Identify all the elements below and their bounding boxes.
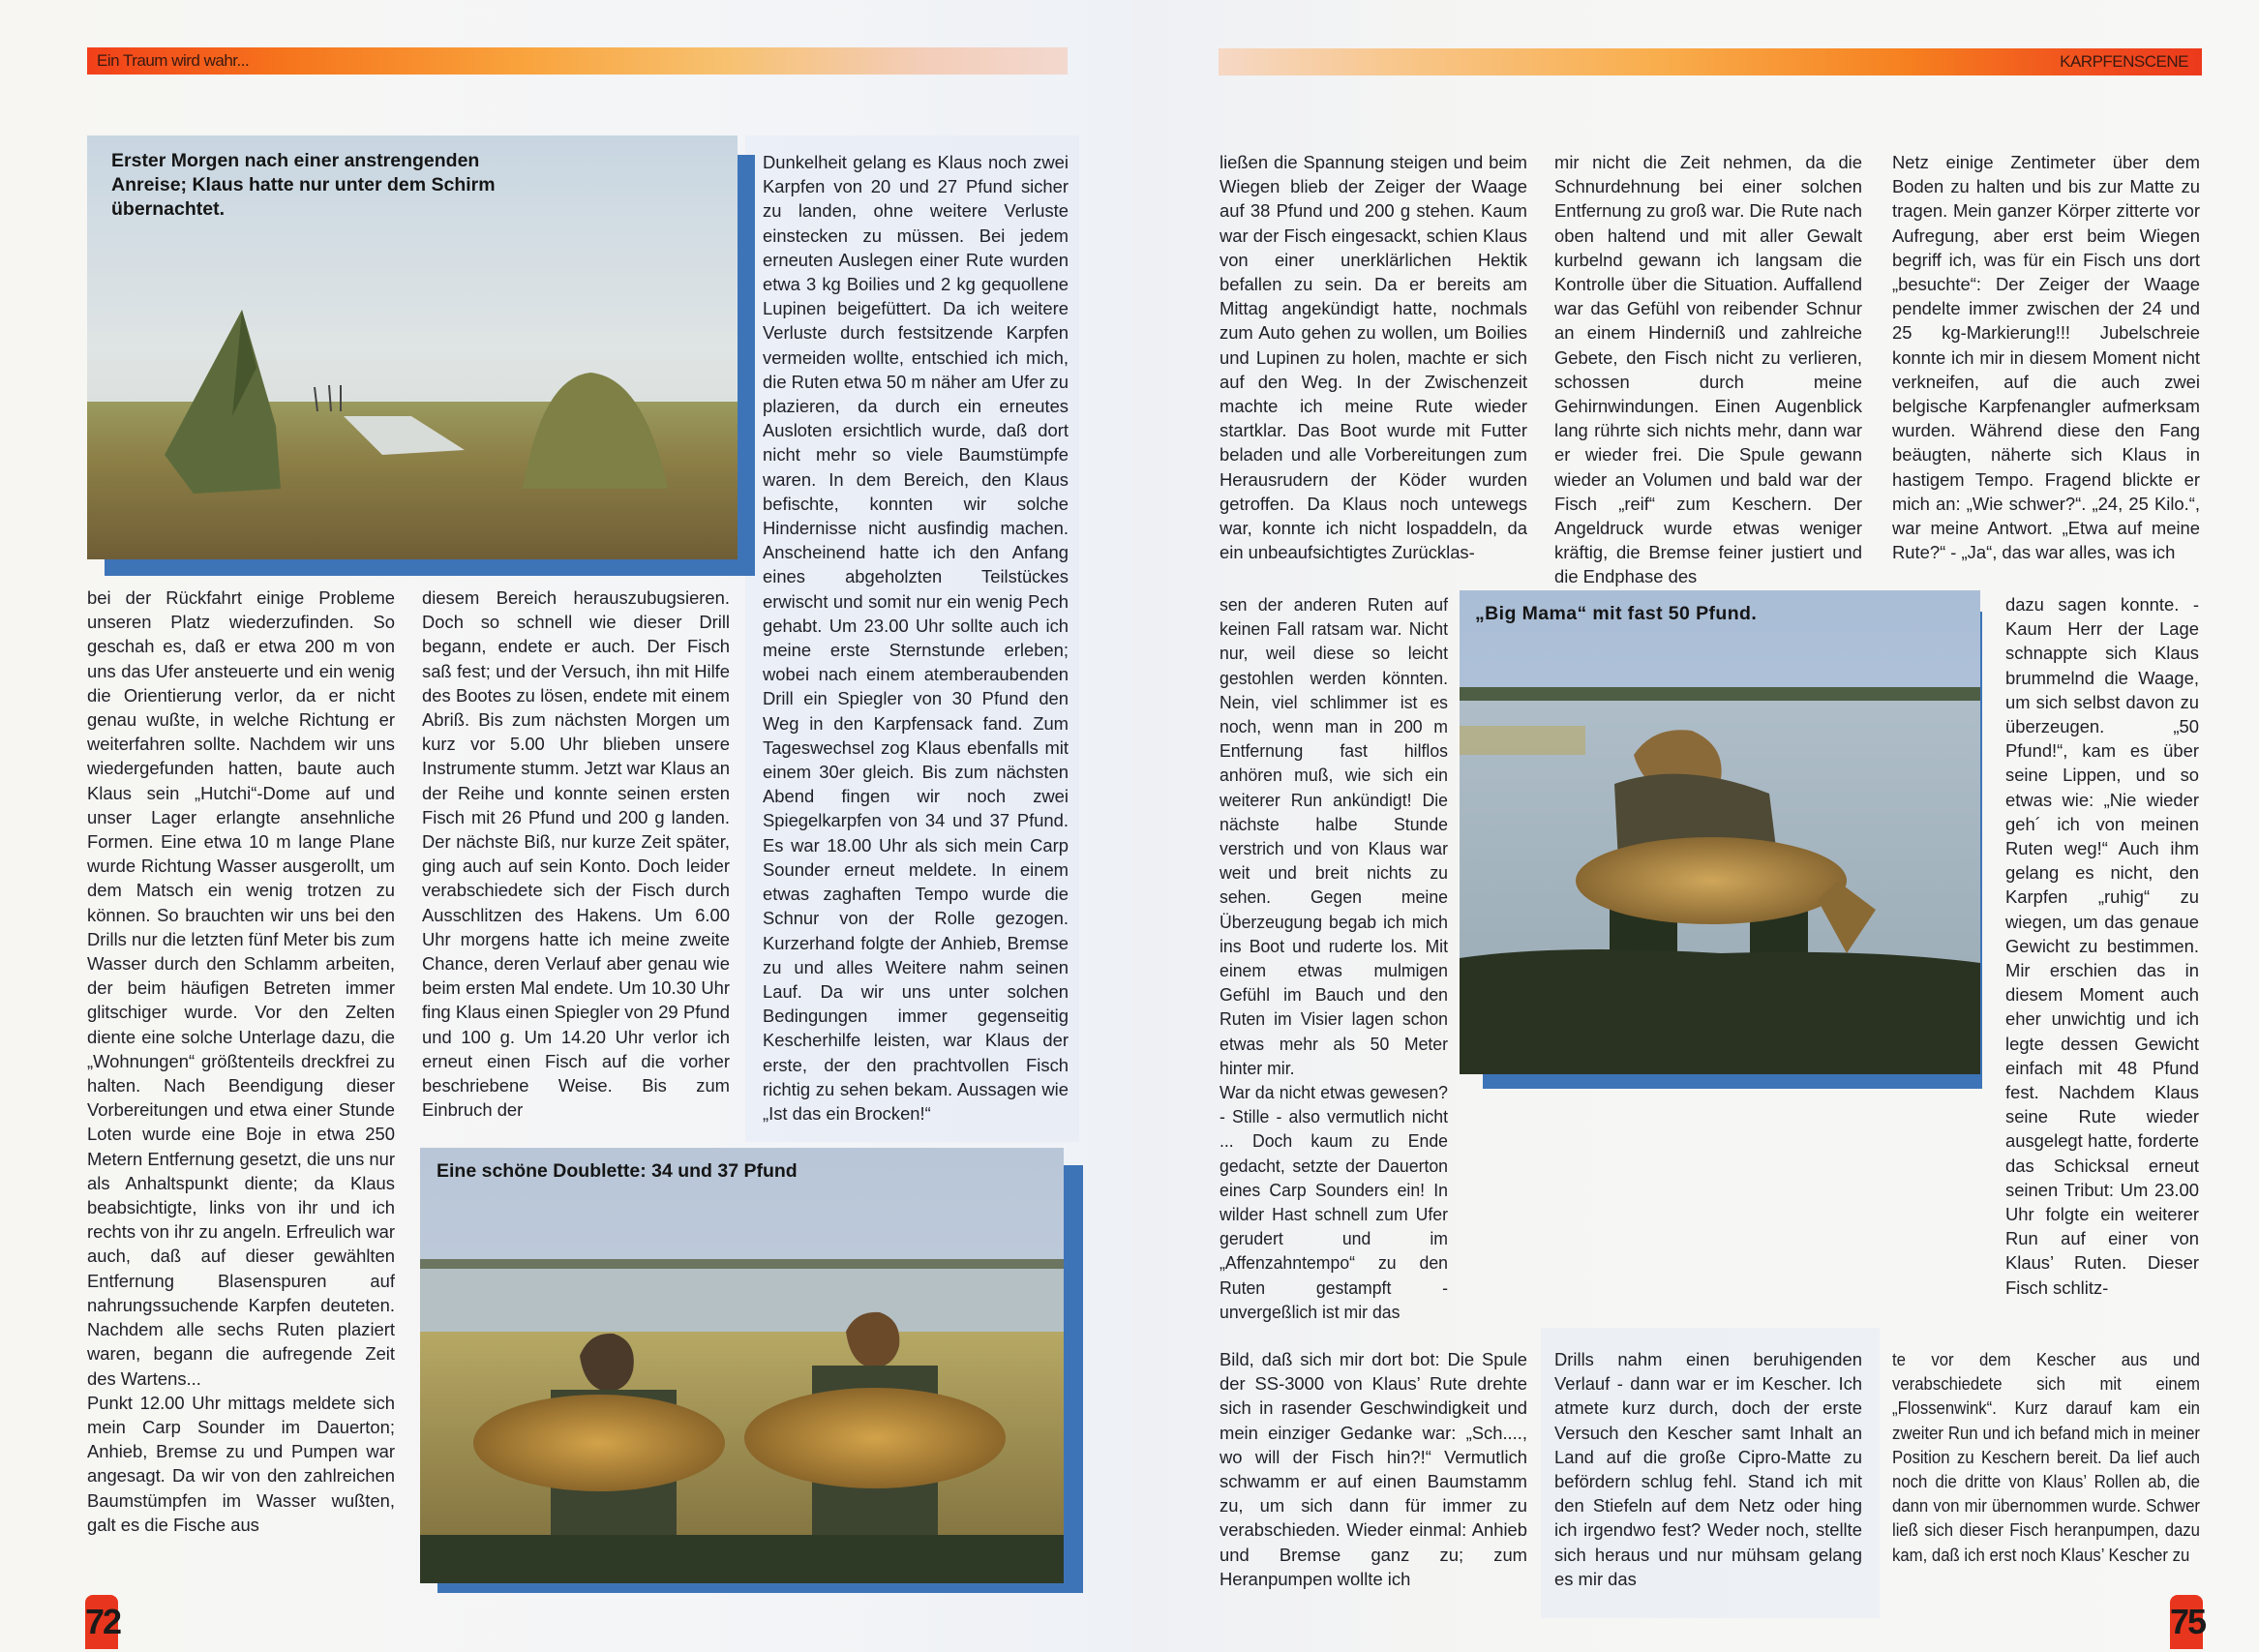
article-column: [1892, 150, 2200, 589]
paragraph: Drills nahm einen beruhigenden Verlauf - dann war er im Kescher. Ich atmete kurz durch, doch der erste Versuch den Kescher samt Inhalt an Land auf die große Cipro-Matte zu befördern schlug fehl. Stand ich mit den Stiefeln auf dem Netz oder hing ich irgendwo fest? Weder noch, stellte sich heraus und nur mühsam gelang es mir das: [1554, 1349, 1862, 1589]
paragraph: Bild, daß sich mir dort bot: Die Spule der SS-3000 von Klaus’ Rute drehte sich in rasender Geschwindigkeit und mein einziger Gedanke war: „Sch...., wo will der Fisch hin?!“ Vermutlich schwamm er auf einen Baumstamm zu, um sich dann für immer zu verabschieden. Wieder einmal: Anhieb und Bremse ganz zu; zum Heranpumpen wollte ich: [1220, 1349, 1527, 1589]
photo-big-mama-image: [1460, 590, 1980, 1074]
page-number-left: 72: [85, 1595, 118, 1649]
paragraph: diesem Bereich herauszubugsieren. Doch so schnell wie dieser Drill begann, endete er auch. Der Fisch saß fest; und der Versuch, ihn mit Hilfe des Bootes zu lösen, endete mit einem Abriß. Bis zum nächsten Morgen um kurz vor 5.00 Uhr blieben unsere Instrumente stumm. Jetzt war Klaus an der Reihe und konnte seinen ersten Fisch mit 26 Pfund und 200 g landen. Der nächste Biß, nur kurze Zeit später, ging auch auf sein Konto. Doch leider verabschiedete sich der Fisch durch Ausschlitzen des Hakens. Um 6.00 Uhr morgens hatte ich meine zweite Chance, deren Verlauf aber genau wie beim ersten Mal endete. Um 10.30 Uhr fing Klaus einen Spiegler von 29 Pfund und 100 g. Um 14.20 Uhr verlor ich erneut einen Fisch auf die vorher beschriebene Weise. Bis zum Einbruch der: [422, 587, 730, 1121]
paragraph: sen der anderen Ruten auf keinen Fall ratsam war. Nicht nur, weil diese so leicht gestohlen werden könnten. Nein, viel schlimmer ist es noch, wenn man in 200 m Entfernung fast hilflos anhören muß, wie sich ein weiterer Run ankündigt! Die nächste halbe Stunde verstrich und von Klaus war weit und breit nichts zu sehen. Gegen meine Überzeugung begab ich mich ins Boot und ruderte los. Mit einem etwas mulmigen Gefühl im Bauch und den Ruten im Visier lagen schon etwas mehr als 50 Meter hinter mir.: [1220, 594, 1448, 1078]
photo-caption: „Big Mama“ mit fast 50 Pfund.: [1475, 603, 1758, 624]
paragraph: mir nicht die Zeit nehmen, da die Schnurdehnung bei einer solchen Entfernung zu groß war. Die Rute nach oben haltend und mit aller Gewalt kurbelnd gewann ich langsam die Kontrolle über die Situation. Auffallend war das Gefühl von reibender Schnur an einem Hinderniß und zahlreiche Gebete, den Fisch nicht zu verlieren, schossen durch meine Gehirnwindungen. Einen Augenblick lang rührte sich nichts mehr, dann war er wieder frei. Die Spule gewann wieder an Volumen und bald war der Fisch „reif“ zum Keschern. Der Angeldruck wurde etwas weniger kräftig, die Bremse feiner justiert und die Endphase des: [1554, 152, 1862, 587]
paragraph: dazu sagen konnte. - Kaum Herr der Lage schnappte sich Klaus brummelnd die Waage, um sich selbst davon zu überzeugen. „50 Pfund!“, kam es über seine Lippen, und so etwas wie: „Nie wieder geh´ ich von meinen Ruten weg!“ Auch ihm gelang es nicht, den Karpfen „ruhig“ zu wiegen, um das genaue Gewicht zu bestimmen. Mir erschien das in diesem Moment auch eher unwichtig und ich legte dessen Gewicht einfach mit 48 Pfund fest. Nachdem Klaus seine Rute wieder ausgelegt hatte, forderte das Schicksal erneut seinen Tribut: Um 23.00 Uhr folgte ein weiterer Run auf einer von Klaus’ Ruten. Dieser Fisch schlitz-: [2005, 594, 2199, 1298]
article-column-narrow: [2005, 592, 2199, 1326]
running-header-right: [1219, 48, 2202, 75]
header-right-title: KARPFENSCENE: [2060, 52, 2188, 71]
article-column: [1554, 1347, 1862, 1591]
photo-caption: Eine schöne Doublette: 34 und 37 Pfund: [437, 1160, 798, 1182]
photo-doublette: [420, 1148, 1083, 1593]
paragraph: Punkt 12.00 Uhr mittags meldete sich mein Carp Sounder im Dauerton; Anhieb, Bremse zu und Pumpen war angesagt. Da wir von den zahlreichen Baumstümpfen im Wasser wußten, galt es die Fische aus: [87, 1392, 395, 1535]
article-column: [1892, 1347, 2200, 1566]
anglers-with-carp-illustration: [420, 1148, 1064, 1583]
article-column: [422, 586, 730, 1124]
article-column-narrow: [1220, 592, 1448, 1326]
article-column: [1220, 1347, 1527, 1616]
article-column: [1554, 150, 1862, 589]
photo-doublette-image: [420, 1148, 1064, 1583]
article-column: [1220, 150, 1527, 589]
paragraph: te vor dem Kescher aus und verabschiedete sich mit einem „Flossenwink“. Kurz darauf kam ein zweiter Run und ich befand mich in meiner Position zu Keschern bereit. Da lief auch noch die dritte von Klaus’ Rollen ab, die dann von mir übernommen wurde. Schwer ließ sich dieser Fisch heranpumpen, dazu kam, daß ich erst noch Klaus’ Kescher zu: [1892, 1349, 2200, 1565]
article-column: [87, 586, 395, 1563]
running-header-left: [87, 47, 1068, 75]
photo-big-mama: [1460, 590, 1982, 1089]
header-left-title: Ein Traum wird wahr...: [97, 51, 250, 70]
photo-caption: Erster Morgen nach einer anstrengenden Anreise; Klaus hatte nur unter dem Schirm übernachtet.: [111, 150, 496, 220]
paragraph: Dunkelheit gelang es Klaus noch zwei Karpfen von 20 und 27 Pfund sicher zu landen, ohne weitere Verluste einstecken zu müssen. Bei jedem erneuten Auslegen einer Rute wurden etwa 3 kg Boilies und 2 kg gequollene Lupinen beigefüttert. Da ich weitere Verluste durch festsitzende Karpfen vermeiden wollte, entschied ich mich, die Ruten etwa 50 m näher am Ufer zu plazieren, da durch ein erneutes Ausloten ersichtlich wurde, daß dort nicht mehr so viele Baumstümpfe waren. In dem Bereich, den Klaus befischte, konnten wir solche Hindernisse nicht ausfindig machen. Anscheinend hatte ich den Anfang eines abgeholzten Teilstückes erwischt und somit nur ein wenig Pech gehabt. Um 23.00 Uhr sollte auch ich meine erste Sternstunde erleben; wobei nach einem atemberaubenden Drill ein Spiegler von 30 Pfund den Weg in den Karpfensack fand. Zum Tageswechsel zog Klaus ebenfalls mit einem 30er gleich. Bis zum nächsten Abend fingen wir noch zwei Spiegelkarpfen von 34 und 37 Pfund. Es war 18.00 Uhr als sich mein Carp Sounder erneut meldete. In einem etwas zaghaften Tempo wurde die Schnur von der Rolle gezogen. Kurzerhand folgte der Anhieb, Bremse zu und alles Weitere nahm seinen Lauf. Da wir uns unter solchen Bedingungen immer gegenseitig Kescherhilfe leisten, war Klaus der erste, der den prachtvollen Fisch richtig zu sehen bekam. Aussagen wie „Ist das ein Brocken!“: [763, 152, 1069, 1124]
page-number-right: 75: [2170, 1595, 2203, 1649]
article-column: [763, 150, 1069, 1127]
paragraph: War da nicht etwas gewesen? - Stille - also vermutlich nicht ... Doch kaum zu Ende gedacht, setzte der Dauerton eines Carp Sounders ein! In wilder Hast schnell zum Ufer gerudert und im „Affenzahntempo“ zu den Ruten gestampft - unvergeßlich ist mir das: [1220, 1082, 1448, 1322]
paragraph: ließen die Spannung steigen und beim Wiegen blieb der Zeiger der Waage auf 38 Pfund und 200 g stehen. Kaum war der Fisch eingesackt, schien Klaus von einer unerklärlichen Hektik befallen zu sein. Da er bereits am Mittag angekündigt hatte, nochmals zum Auto gehen zu wollen, um Boilies und Lupinen zu holen, machte er sich auf den Weg. In der Zwischenzeit machte ich meine Rute wieder startklar. Das Boot wurde mit Futter beladen und alle Vorbereitungen zum Herausrudern der Köder wurden getroffen. Da Klaus noch untewegs war, konnte ich nicht lospaddeln, da ein unbeaufsichtigtes Zurücklas-: [1220, 152, 1527, 563]
photo-camp: [87, 135, 755, 576]
paragraph: Netz einige Zentimeter über dem Boden zu halten und bis zur Matte zu tragen. Mein ganzer Körper zitterte vor Aufregung, aber erst beim Wiegen begriff ich, was für ein Fisch uns dort „besuchte“: Der Zeiger der Waage pendelte immer zwischen der 24 und 25 kg-Markierung!!! Jubelschreie konnte ich mir in diesem Moment nicht verkneifen, auf die auch zwei belgische Karpfenangler aufmerksam wurden. Während diese den Fang beäugten, näherte sich Klaus in hastigem Tempo. Fragend blickte er mich an: „Wie schwer?“. „24, 25 Kilo.“, war meine Antwort. „Etwa auf meine Rute?“ - „Ja“, das war alles, was ich: [1892, 152, 2200, 563]
paragraph: bei der Rückfahrt einige Probleme unseren Platz wiederzufinden. So geschah es, daß er etwa 200 m von uns das Ufer ansteuerte und ein wenig die Orientierung verlor, da er nicht genau wußte, in welche Richtung er weiterfahren sollte. Nachdem wir uns wiedergefunden hatten, baute auch Klaus sein „Hutchi“-Dome auf und unser Lager erlangte ansehnliche Formen. Eine etwa 10 m lange Plane wurde Richtung Wasser ausgerollt, um dem Matsch ein wenig trotzen zu können. So brauchten wir uns bei den Drills nur die letzten fünf Meter bis zum Wasser durch den Schlamm arbeiten, der beim häufigen Betreten immer glitschiger wurde. Vor den Zelten diente eine solche Unterlage dazu, die „Wohnungen“ größtenteils dreckfrei zu halten. Nach Beendigung dieser Vorbereitungen und etwa einer Stunde Loten wurde eine Boje in etwa 250 Metern Entfernung gesetzt, die uns nur als Anhaltspunkt diente; da Klaus beabsichtigte, links von ihr und ich rechts von ihr zu angeln. Erfreulich war auch, daß auf dieser gewählten Entfernung Blasenspuren auf nahrungssuchende Karpfen deuteten. Nachdem alle sechs Ruten plaziert waren, begann die aufregende Zeit des Wartens...: [87, 587, 395, 1389]
angler-with-big-carp-illustration: [1460, 590, 1980, 1074]
